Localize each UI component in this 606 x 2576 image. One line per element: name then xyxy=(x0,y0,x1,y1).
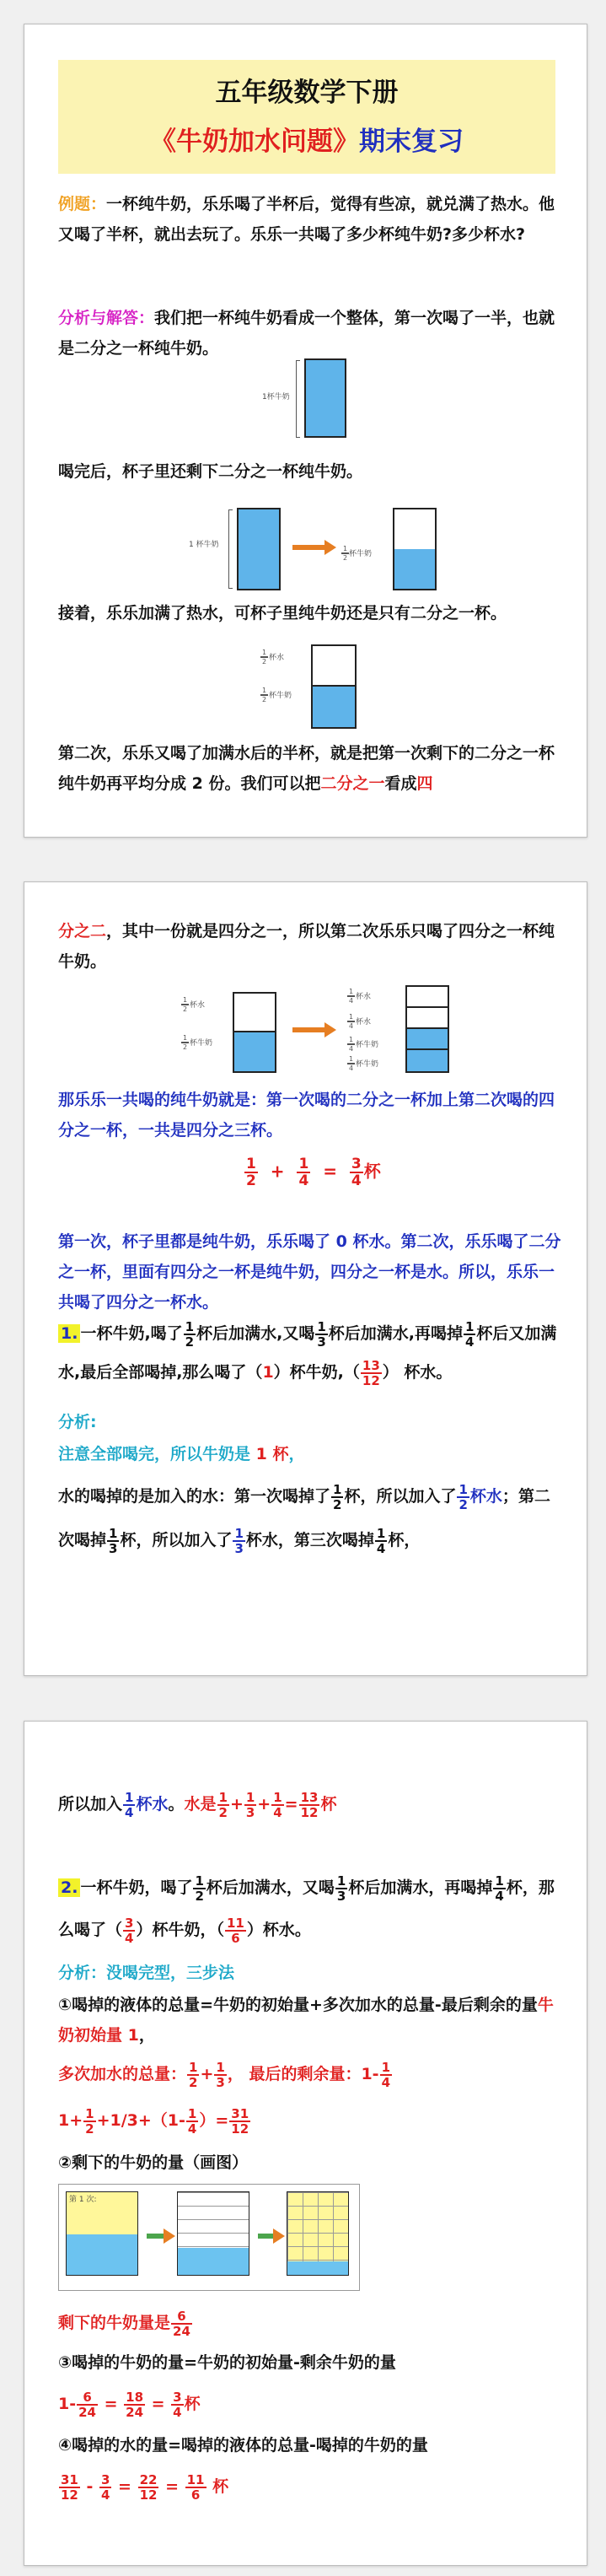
fig4-left-bottom-frac: 1 2 xyxy=(183,1034,188,1051)
fig2-left-glass xyxy=(237,508,281,590)
step-4: ④喝掉的水的量=喝掉的液体的总量-喝掉的牛奶的量 xyxy=(58,2436,428,2455)
q1-analysis: 分析: xyxy=(58,1413,97,1431)
fig3-bottom-label: 杯牛奶 xyxy=(269,692,292,700)
fig4-arrow xyxy=(292,1027,324,1032)
fig2-arrow xyxy=(292,545,324,550)
question-2: 2. 一杯牛奶，喝了 $\frac{1}{2}$ 杯后加满水，又喝 $\frac{1}{3}$ 杯后加满水，再喝掉 $\frac{1}{4}$ 杯，那么喝了（ $\frac{3}{4}$ ）杯牛奶，（ $\frac{11}{6}$ ）杯水。 xyxy=(58,1873,555,1946)
fig4-right-3-label: 杯牛奶 xyxy=(356,1041,379,1049)
fig4-right-1-frac: 1 4 xyxy=(349,988,354,1005)
paragraph-4: 第二次，乐乐又喝了加满水后的半杯，就是把第一次剩下的二分之一杯纯牛奶再平均分成 2 份。我们可以把二分之一看成四 xyxy=(58,744,555,793)
q1-water-total: 所以加入 $\frac{1}{4}$ 杯水。水是 $\frac{1}{2}$ + $\frac{1}{3}$ + $\frac{1}{4}$ = $\frac{13}{12}$ 杯 xyxy=(58,1789,337,1820)
fig4-left-glass xyxy=(233,992,276,1073)
paragraph-2: 喝完后，杯子里还剩下二分之一杯纯牛奶。 xyxy=(58,462,363,481)
fig2-right-label: 杯牛奶 xyxy=(349,550,373,558)
fig4-left-top-frac: 1 2 xyxy=(183,996,188,1013)
example-paragraph: 例题：一杯纯牛奶，乐乐喝了半杯后，觉得有些凉，就兑满了热水。他又喝了半杯，就出去玩了。乐乐一共喝了多少杯纯牛奶?多少杯水? xyxy=(58,195,555,244)
fig3-bottom-frac: 1 2 xyxy=(262,687,267,703)
fig4-right-4-label: 杯牛奶 xyxy=(356,1060,379,1069)
grid-stage-1: 第 1 次: xyxy=(66,2191,138,2276)
q1-water-explanation: 水的喝掉的是加入的水：第一次喝掉了 $\frac{1}{2}$ 杯，所以加入了 $\frac{1}{2}$ 杯水；第二次喝掉 $\frac{1}{3}$ 杯，所以加入了 $\frac{1}{3}$ 杯水，第三次喝掉 $\frac{1}{4}$ 杯， xyxy=(58,1481,550,1556)
fig2-left-brace xyxy=(228,509,233,589)
card-2 xyxy=(24,881,587,1676)
equation-total-milk: $\frac{1}{2}$ + $\frac{1}{4}$ = $\frac{3}{4}$ 杯 xyxy=(246,1156,381,1189)
card2-paragraph-3: 第一次，杯子里都是纯牛奶，乐乐喝了 0 杯水。第二次，乐乐喝了二分之一杯，里面有四分之一杯是纯牛奶，四分之一杯是水。所以，乐乐一共喝了四分之一杯水。 xyxy=(58,1232,561,1312)
fig4-right-glass xyxy=(405,985,449,1073)
step-1-equation: 1+ $\frac{1}{2}$ +1/3+（1- $\frac{1}{4}$ ）= $\frac{31}{12}$ xyxy=(58,2105,249,2137)
fig4-right-4-frac: 1 4 xyxy=(349,1055,354,1072)
step-3: ③喝掉的牛奶的量=牛奶的初始量-剩余牛奶的量 xyxy=(58,2353,396,2372)
fig2-right-frac: 1 2 xyxy=(343,545,348,562)
step-3-equation: 1- $\frac{6}{24}$ = $\frac{18}{24}$ = $\frac{3}{4}$ 杯 xyxy=(58,2389,201,2420)
step-4-equation: $\frac{31}{12}$ - $\frac{3}{4}$ = $\frac{22}{12}$ = $\frac{11}{6}$ 杯 xyxy=(61,2471,229,2503)
page-subtitle: 《牛奶加水问题》期末复习 xyxy=(150,127,464,157)
fig1-label: 1杯牛奶 xyxy=(262,393,290,401)
fig3-top-frac: 1 2 xyxy=(262,649,267,666)
fig1-glass xyxy=(304,358,346,438)
fig4-right-1-label: 杯水 xyxy=(356,993,372,1001)
q1-note: 注意全部喝完，所以牛奶是 1 杯， xyxy=(58,1445,305,1463)
step-2: ②剩下的牛奶的量（画图） xyxy=(58,2153,249,2172)
grid-arrow-1 xyxy=(147,2234,164,2239)
grid-stage-3 xyxy=(287,2191,349,2276)
paragraph-3: 接着，乐乐加满了热水，可杯子里纯牛奶还是只有二分之一杯。 xyxy=(58,604,507,622)
grid-arrow-2 xyxy=(258,2234,273,2239)
fig4-left-top-label: 杯水 xyxy=(190,1001,206,1010)
fig4-right-3-frac: 1 4 xyxy=(349,1036,354,1053)
page-title: 五年级数学下册 xyxy=(215,78,399,108)
question-1: 1. 一杯牛奶,喝了 $\frac{1}{2}$ 杯后加满水,又喝 $\frac{1}{3}$ 杯后加满水,再喝掉 $\frac{1}{4}$ 杯后又加满水,最后全部喝掉,那么喝了（1）杯牛奶,（ $\frac{13}{12}$ ） 杯水。 xyxy=(58,1318,557,1388)
remaining-milk: 剩下的牛奶量是 $\frac{6}{24}$ xyxy=(58,2308,190,2339)
card2-paragraph-2: 那乐乐一共喝的纯牛奶就是：第一次喝的二分之一杯加上第二次喝的四分之一杯，一共是四分之三杯。 xyxy=(58,1091,555,1140)
fig4-right-2-frac: 1 4 xyxy=(349,1013,354,1030)
step-1: ①喝掉的液体的总量=牛奶的初始量+多次加水的总量-最后剩余的量牛奶初始量 1， xyxy=(58,1996,554,2045)
card-3 xyxy=(24,1721,587,2566)
grid-drawing-frame xyxy=(58,2184,360,2291)
fig1-brace xyxy=(296,360,300,438)
fig3-top-label: 杯水 xyxy=(269,654,285,662)
analysis-paragraph: 分析与解答：我们把一杯纯牛奶看成一个整体，第一次喝了一半，也就是二分之一杯纯牛奶。 xyxy=(58,309,555,358)
card2-paragraph-1: 分之二，其中一份就是四分之一，所以第二次乐乐只喝了四分之一杯纯牛奶。 xyxy=(58,922,555,971)
step-1-values: 多次加水的总量： $\frac{1}{2}$ + $\frac{1}{3}$ ， 最后的剩余量：1- $\frac{1}{4}$ xyxy=(58,2059,390,2090)
fig2-right-glass xyxy=(393,508,437,590)
fig4-left-bottom-label: 杯牛奶 xyxy=(190,1039,213,1048)
grid-stage-2 xyxy=(177,2191,249,2276)
fig3-glass xyxy=(311,644,357,729)
q2-analysis: 分析：没喝完型，三步法 xyxy=(58,1964,235,1982)
fig4-right-2-label: 杯水 xyxy=(356,1018,372,1027)
fig2-left-label: 1 杯牛奶 xyxy=(189,541,219,549)
card-1 xyxy=(24,24,587,838)
